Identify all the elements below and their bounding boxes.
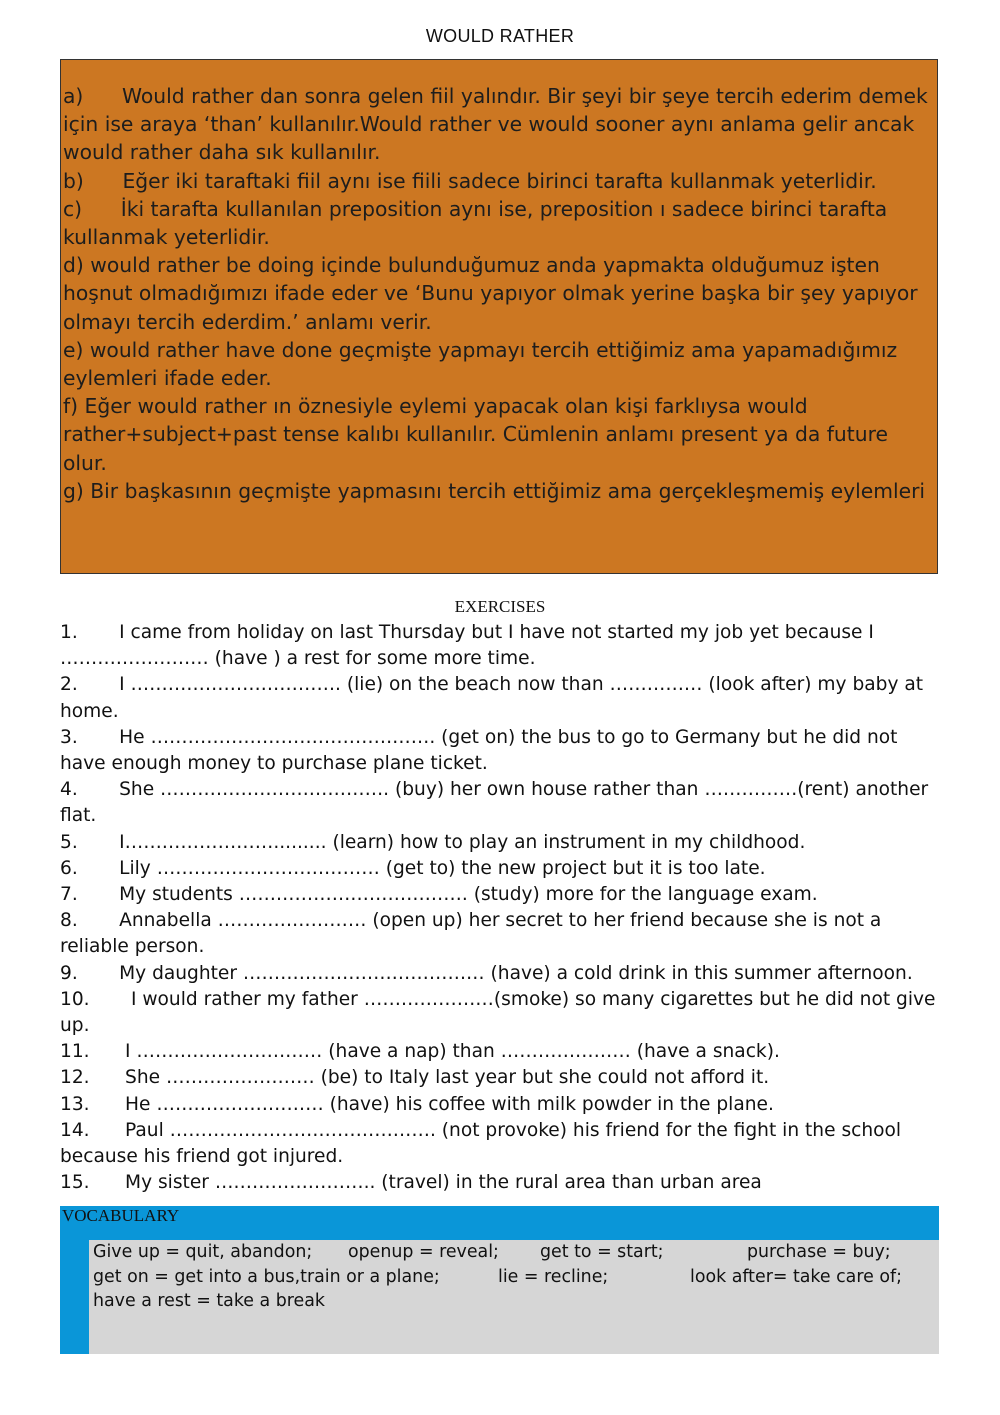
exercise-item: 4. She ………………………………. (buy) her own house rather than ……………(rent) another flat. bbox=[60, 779, 929, 827]
rule-f: f) Eğer would rather ın öznesiyle eylemi yapacak olan kişi farklıysa would rather+subject+past tense kalıbı kullanılır. Cümlenin anlamı present ya da future olur. bbox=[63, 394, 888, 475]
exercise-item: 12. She …………………… (be) to Italy last year but she could not afford it. bbox=[60, 1067, 770, 1089]
exercise-item: 13. He ……………………… (have) his coffee with milk powder in the plane. bbox=[60, 1093, 774, 1115]
rule-a: a) Would rather dan sonra gelen fiil yalındır. Bir şeyi bir şeye tercih ederim demek için ise araya ‘than’ kullanılır.Would rather ve would sooner aynı anlama gelir ancak would rather daha sık kullanılır. bbox=[63, 84, 928, 165]
exercise-item: 3. He ………………………………………. (get on) the bus to go to Germany but he did not have enough money to purchase plane ticket. bbox=[60, 726, 898, 775]
vocab-entry: get to = start; bbox=[540, 1242, 664, 1262]
exercise-item: 8. Annabella …………………… (open up) her secret to her friend because she is not a reliable person. bbox=[60, 910, 882, 958]
vocab-entry: Give up = quit, abandon; bbox=[93, 1242, 313, 1262]
grammar-rules-box bbox=[60, 59, 938, 574]
exercise-item: 11. I ………………………… (have a nap) than ………………… (have a snack). bbox=[60, 1041, 780, 1063]
rule-e: e) would rather have done geçmişte yapmayı tercih ettiğimiz ama yapamadığımız eylemleri ifade eder. bbox=[63, 337, 898, 391]
vocabulary-row bbox=[91, 1289, 937, 1314]
exercise-item: 7. My students ………………………………. (study) more for the language exam. bbox=[60, 884, 818, 906]
exercise-item: 10. I would rather my father …………………(smoke) so many cigarettes but he did not give up. bbox=[60, 988, 936, 1037]
vocab-entry: look after= take care of; bbox=[690, 1266, 902, 1287]
vocabulary-header-bar bbox=[60, 1206, 939, 1240]
vocab-entry: openup = reveal; bbox=[348, 1242, 499, 1262]
rule-g: g) Bir başkasının geçmişte yapmasını tercih ettiğimiz ama gerçekleşmemiş eylemleri bbox=[63, 478, 926, 503]
rule-b: b) Eğer iki taraftaki fiil aynı ise fiili sadece birinci tarafta kullanmak yeterlidir. bbox=[63, 168, 877, 193]
vocabulary-side-bar bbox=[60, 1240, 89, 1354]
exercise-item: 5. I……………………......... (learn) how to play an instrument in my childhood. bbox=[60, 831, 806, 853]
exercise-list bbox=[60, 620, 940, 1196]
exercise-item: 14. Paul ……………………………………. (not provoke) his friend for the fight in the school because his friend got injured. bbox=[60, 1119, 902, 1168]
page-title: WOULD RATHER bbox=[425, 26, 575, 46]
vocab-entry: lie = recline; bbox=[498, 1266, 609, 1287]
rule-d: d) would rather be doing içinde bulunduğumuz anda yapmakta olduğumuz işten hoşnut olmadığımızı ifade eder ve ‘Bunu yapıyor olmak yerine başka bir şey yapıyor olmayı tercih ederdim.’ anlamı verir. bbox=[63, 253, 918, 334]
exercise-item: 9. My daughter ………………………………… (have) a cold drink in this summer afternoon. bbox=[60, 962, 913, 984]
exercise-item: 2. I ……………………………. (lie) on the beach now than …………… (look after) my baby at home. bbox=[60, 674, 924, 722]
vocab-entry: purchase = buy; bbox=[747, 1242, 891, 1262]
vocab-entry: get on = get into a bus,train or a plane; bbox=[93, 1266, 440, 1287]
vocabulary-row bbox=[91, 1265, 937, 1290]
vocabulary-row bbox=[91, 1240, 937, 1265]
rule-c: c) İki tarafta kullanılan preposition aynı ise, preposition ı sadece birinci tarafta kullanmak yeterlidir. bbox=[63, 196, 888, 250]
vocabulary-title: VOCABULARY bbox=[60, 1206, 181, 1228]
exercise-item: 6. Lily ……………………………… (get to) the new project but it is too late. bbox=[60, 857, 766, 879]
vocab-entry: have a rest = take a break bbox=[93, 1291, 325, 1311]
exercises-heading: EXERCISES bbox=[454, 597, 546, 616]
exercise-item: 15. My sister …………………….. (travel) in the rural area than urban area bbox=[60, 1172, 762, 1194]
exercise-item: 1. I came from holiday on last Thursday but I have not started my job yet because I …………………… (have ) a rest for some more time. bbox=[60, 622, 874, 670]
vocabulary-box bbox=[89, 1240, 939, 1354]
